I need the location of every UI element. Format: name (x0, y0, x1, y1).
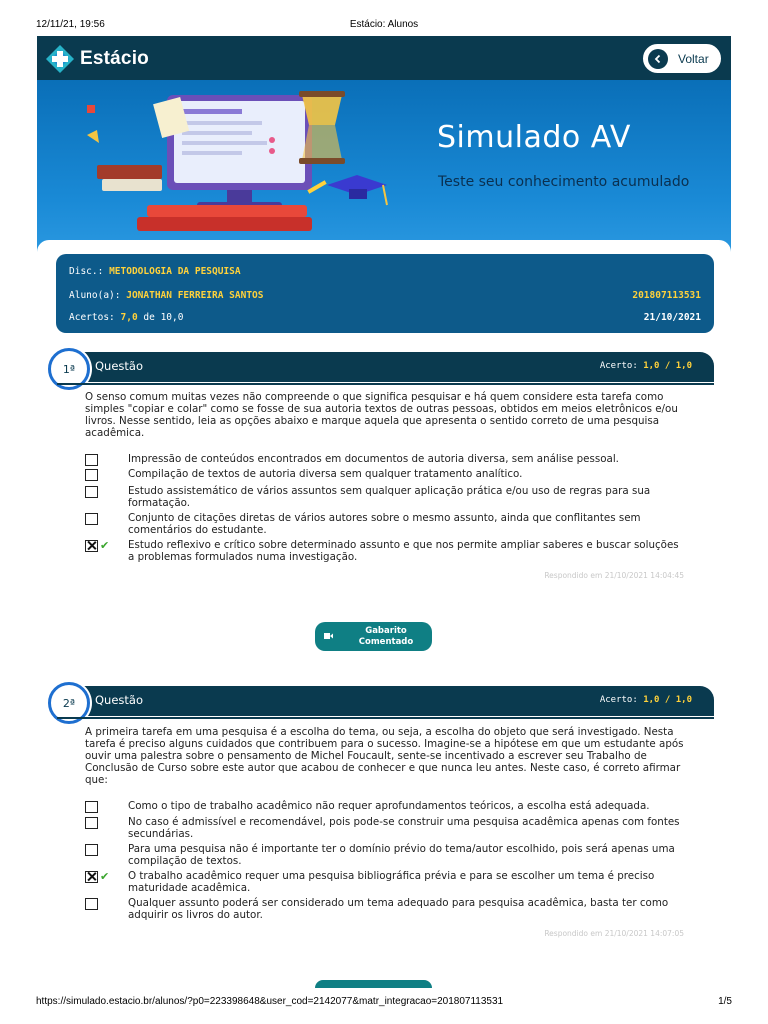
answer-key-button-2-partial[interactable] (315, 980, 432, 988)
score-row (69, 312, 701, 323)
score-value: 7,0 (120, 312, 138, 323)
student-row (69, 290, 701, 301)
option-text: Estudo assistemático de vários assuntos sem qualquer aplicação prática e/ou uso de regras para sua formatação. (128, 485, 651, 509)
question-2-header (57, 686, 714, 716)
option-checkbox[interactable] (85, 513, 98, 525)
study-illustration (57, 85, 397, 245)
answer-key-button-1[interactable] (315, 622, 432, 651)
option-text: Impressão de conteúdos encontrados em documentos de autoria diversa, sem análise pessoal. (128, 453, 619, 465)
answer-key-label: Gabarito Comentado (358, 625, 414, 647)
chevron-left-icon (648, 49, 668, 69)
option-checkbox-checked[interactable] (85, 540, 98, 552)
print-page-number: 1/5 (718, 996, 732, 1007)
print-url: https://simulado.estacio.br/alunos/?p0=223398648&user_cod=2142077&matr_integracao=201807113531 (36, 996, 504, 1007)
hero-banner (37, 80, 731, 252)
option-text: Para uma pesquisa não é importante ter o domínio prévio do tema/autor escolhido, pois será apenas uma compilação de textos. (128, 843, 675, 867)
student-info-box (56, 254, 714, 333)
check-icon: ✔ (100, 870, 110, 883)
option-text: Como o tipo de trabalho acadêmico não requer aprofundamentos teóricos, a escolha está adequada. (128, 800, 650, 812)
check-icon: ✔ (100, 539, 110, 552)
estacio-logo-icon (45, 44, 75, 74)
option-text: Estudo reflexivo e crítico sobre determinado assunto e que nos permite ampliar saberes e buscar soluções a problemas formulados numa investigação. (128, 539, 679, 563)
option-checkbox[interactable] (85, 486, 98, 498)
discipline-value: METODOLOGIA DA PESQUISA (109, 266, 241, 277)
option-text: Qualquer assunto poderá ser considerado um tema adequado para pesquisa acadêmica, basta ter como adquirir os livros do autor. (128, 897, 669, 921)
student-name: JONATHAN FERREIRA SANTOS (126, 290, 264, 301)
discipline-row (69, 266, 701, 277)
question-2-text: A primeira tarefa em uma pesquisa é a escolha do tema, ou seja, a escolha do objeto que será investigado. Nesta tarefa é preciso alguns cuidados que contribuem para o sucesso. Imagine-se a hipótese em que um estudante após ouvir uma palestra sobre o pensamento de Michel Foucault, sente-se incentivado a escrever seu Trabalho de Conclusão de Curso sobre este autor que acabou de conhecer e que nunca leu antes. Neste caso, é correto afirmar que: (85, 726, 684, 786)
print-date: 12/11/21, 19:56 (36, 19, 105, 30)
question-1-number: 1ª (48, 348, 90, 390)
discipline-label: Disc.: (69, 266, 104, 277)
student-label: Aluno(a): (69, 290, 121, 301)
option-checkbox[interactable] (85, 801, 98, 813)
print-header (0, 0, 768, 36)
top-bar (37, 36, 731, 80)
option-checkbox[interactable] (85, 454, 98, 466)
score-total: de 10,0 (143, 312, 184, 323)
option-text: No caso é admissível e recomendável, pois pode-se construir uma pesquisa acadêmica apenas com fontes secundárias. (128, 816, 680, 840)
question-1-header (57, 352, 714, 382)
exam-date: 21/10/2021 (643, 312, 701, 323)
question-1-text: O senso comum muitas vezes não compreende o que significa pesquisar e há quem considere esta tarefa como simples "copiar e colar" como se fosse de sua autoria textos de outras pessoas, obtidos em meios eletrônicos e/ou livros. Nesse sentido, leia as opções abaixo e marque aquela que apresenta o sentido correto de uma pesquisa acadêmica. (85, 391, 678, 439)
logo-text: Estácio (80, 48, 149, 69)
question-1-answered-time: Respondido em 21/10/2021 14:04:45 (544, 571, 684, 580)
print-title: Estácio: Alunos (349, 19, 419, 30)
question-1-label: Questão (95, 359, 143, 373)
score-label: Acertos: (69, 312, 115, 323)
question-2-score: Acerto: 1,0 / 1,0 (599, 695, 692, 705)
option-text: Conjunto de citações diretas de vários autores sobre o mesmo assunto, ainda que conflitantes sem comentários do estudante. (128, 512, 641, 536)
banner-subtitle: Teste seu conhecimento acumulado (438, 174, 690, 190)
logo[interactable] (45, 44, 149, 74)
option-text: Compilação de textos de autoria diversa sem qualquer tratamento analítico. (128, 468, 523, 480)
print-footer (0, 988, 768, 1024)
question-2-label: Questão (95, 693, 143, 707)
banner-title: Simulado AV (437, 120, 631, 155)
option-checkbox[interactable] (85, 898, 98, 910)
question-2-answered-time: Respondido em 21/10/2021 14:07:05 (544, 929, 684, 938)
option-text: O trabalho acadêmico requer uma pesquisa bibliográfica prévia e para se escolher um tema é preciso maturidade acadêmica. (128, 870, 655, 894)
question-2-number: 2ª (48, 682, 90, 724)
option-checkbox-checked[interactable] (85, 871, 98, 883)
back-button-label: Voltar (678, 51, 709, 66)
banner-bottom-edge (37, 240, 731, 254)
option-checkbox[interactable] (85, 469, 98, 481)
registration-number: 201807113531 (632, 290, 701, 301)
back-button[interactable] (643, 44, 721, 73)
option-checkbox[interactable] (85, 817, 98, 829)
video-camera-icon (324, 632, 333, 640)
question-1-score: Acerto: 1,0 / 1,0 (599, 361, 692, 371)
option-checkbox[interactable] (85, 844, 98, 856)
